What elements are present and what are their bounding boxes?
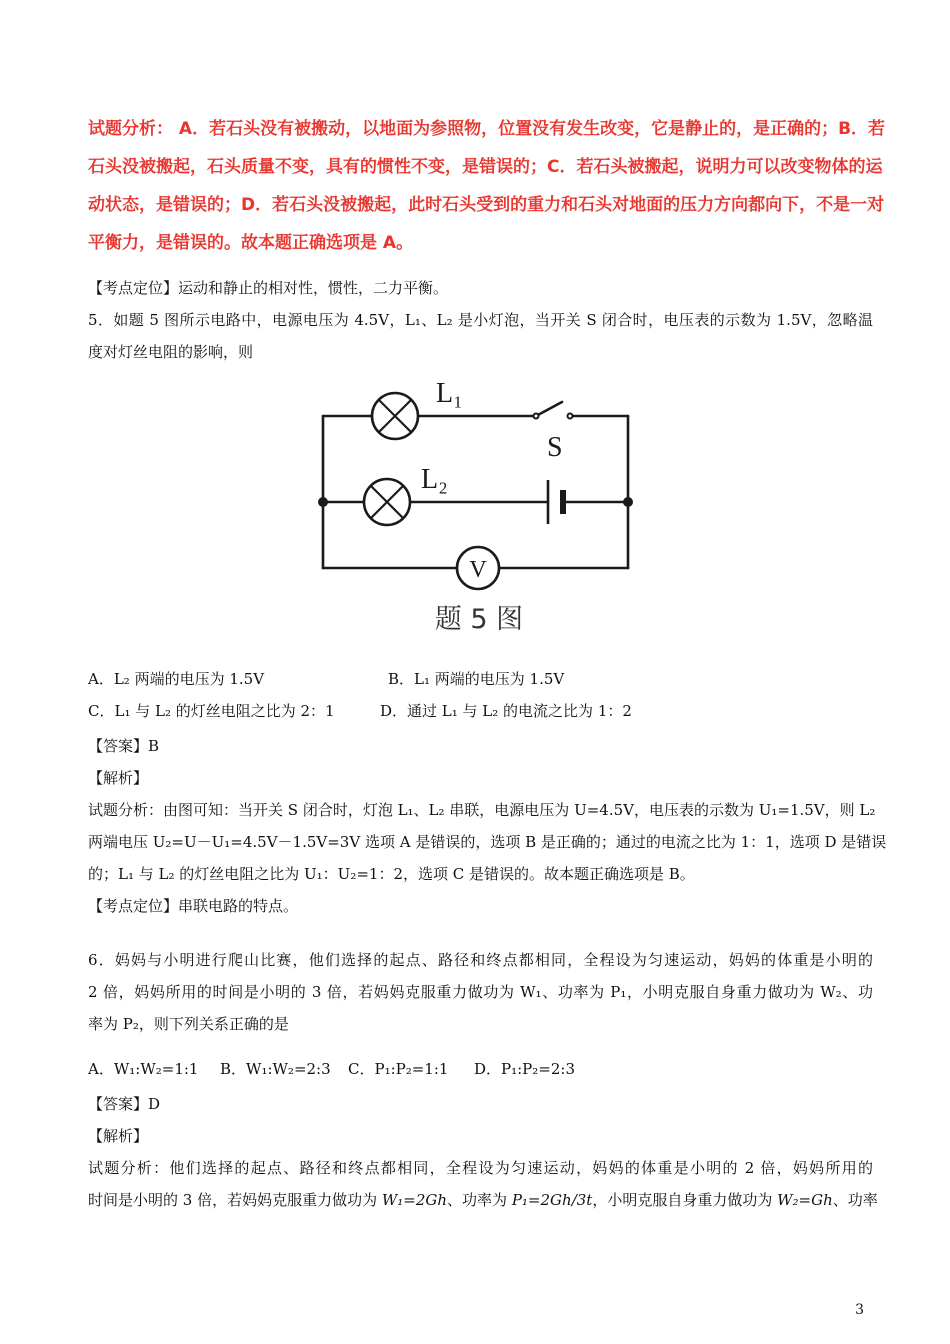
q6-analysis-line: 试题分析：他们选择的起点、路径和终点都相同，全程设为匀速运动，妈妈的体重是小明的 2 倍，妈妈所用的 <box>88 1159 873 1177</box>
q6-stem <box>88 944 873 1040</box>
q5-stem-line: 度对灯丝电阻的影响，则 <box>88 343 254 361</box>
q5-option-c: C．L₁ 与 L₂ 的灯丝电阻之比为 2：1 <box>88 702 335 720</box>
q6-stem-line: 2 倍，妈妈所用的时间是小明的 3 倍，若妈妈克服重力做功为 W₁、功率为 P₁，小明克服自身重力做功为 W₂、功 <box>88 983 873 1001</box>
q5-jiexi-label: 【解析】 <box>88 769 149 787</box>
q5-kaodian: 【考点定位】串联电路的特点。 <box>88 897 299 915</box>
switch-contact <box>568 414 573 419</box>
q6-answer-block <box>88 1088 878 1216</box>
q6-analysis-text: ，小明克服自身重力做功为 <box>592 1191 778 1209</box>
q6-option-d: D．P₁:P₂=2:3 <box>474 1060 576 1078</box>
switch-contact <box>534 414 539 419</box>
voltmeter-label: V <box>469 557 487 583</box>
q6-option-b: B．W₁:W₂=2:3 <box>220 1060 331 1078</box>
q5-option-b: B．L₁ 两端的电压为 1.5V <box>388 670 565 688</box>
q6-stem-line: 率为 P₂，则下列关系正确的是 <box>88 1015 289 1033</box>
voltmeter-icon <box>457 547 499 589</box>
q6-jiexi-label: 【解析】 <box>88 1127 149 1145</box>
q6-analysis-text: 时间是小明的 3 倍，若妈妈克服重力做功为 <box>88 1191 382 1209</box>
junction-right <box>623 497 633 507</box>
q6-option-a: A．W₁:W₂=1:1 <box>88 1060 199 1078</box>
junction-left <box>318 497 328 507</box>
label-s: S <box>547 432 563 463</box>
lamp-l1-icon <box>372 393 418 439</box>
battery-icon <box>548 480 563 524</box>
q6-formula-w2: W₂=Gh <box>777 1191 833 1209</box>
q5-stem-line: 5．如题 5 图所示电路中，电源电压为 4.5V，L₁、L₂ 是小灯泡，当开关 S 闭合时，电压表的示数为 1.5V，忽略温 <box>88 311 873 329</box>
page-number: 3 <box>855 1302 864 1318</box>
q4-analysis-red <box>88 110 886 262</box>
q6-formula-w1: W₁=2Gh <box>381 1191 448 1209</box>
q6-formula-p1: P₁=2Gh/3t <box>511 1191 593 1209</box>
lamp-l2-icon <box>364 479 410 525</box>
q5-option-d: D．通过 L₁ 与 L₂ 的电流之比为 1：2 <box>380 702 632 720</box>
q6-analysis-text: 、功率 <box>832 1191 878 1209</box>
q5-answer: 【答案】B <box>88 737 160 755</box>
q6-option-c: C．P₁:P₂=1:1 <box>348 1060 449 1078</box>
q6-analysis-line <box>88 1184 878 1216</box>
q4-analysis-line: 平衡力，是错误的。故本题正确选项是 A。 <box>88 233 414 253</box>
q5-analysis-line: 试题分析：由图可知：当开关 S 闭合时，灯泡 L₁、L₂ 串联，电源电压为 U=4.5V，电压表的示数为 U₁=1.5V，则 L₂ <box>88 801 876 819</box>
q4-analysis-line: 石头没被搬起，石头质量不变，具有的惯性不变，是错误的；C．若石头被搬起，说明力可以改变物体的运 <box>88 157 883 177</box>
q4-kaodian-text: 【考点定位】运动和静止的相对性，惯性，二力平衡。 <box>88 279 449 297</box>
switch-lever <box>536 402 562 416</box>
q4-analysis-line: 试题分析： A．若石头没有被搬动，以地面为参照物，位置没有发生改变，它是静止的，是正确的；B．若 <box>88 119 886 139</box>
figure-caption: 题 5 图 <box>434 604 524 635</box>
q5-circuit-figure <box>318 372 640 642</box>
q4-kaodian <box>88 272 873 304</box>
q5-analysis-line: 两端电压 U₂=U－U₁=4.5V－1.5V=3V 选项 A 是错误的，选项 B 是正确的；通过的电流之比为 1：1，选项 D 是错误 <box>88 833 887 851</box>
q5-answer-block <box>88 730 887 922</box>
q5-option-a: A．L₂ 两端的电压为 1.5V <box>88 670 265 688</box>
q5-stem <box>88 304 873 368</box>
label-l2: L₂ <box>421 464 448 495</box>
q4-analysis-line: 动状态，是错误的；D．若石头没被搬起，此时石头受到的重力和石头对地面的压力方向都向下，不是一对 <box>88 195 885 215</box>
q6-stem-line: 6．妈妈与小明进行爬山比赛，他们选择的起点、路径和终点都相同，全程设为匀速运动，妈妈的体重是小明的 <box>88 951 873 969</box>
label-l1: L₁ <box>436 378 463 409</box>
q6-analysis-text: 、功率为 <box>447 1191 512 1209</box>
q6-answer: 【答案】D <box>88 1095 161 1113</box>
q5-analysis-line: 的；L₁ 与 L₂ 的灯丝电阻之比为 U₁：U₂=1：2，选项 C 是错误的。故本题正确选项是 B。 <box>88 865 695 883</box>
